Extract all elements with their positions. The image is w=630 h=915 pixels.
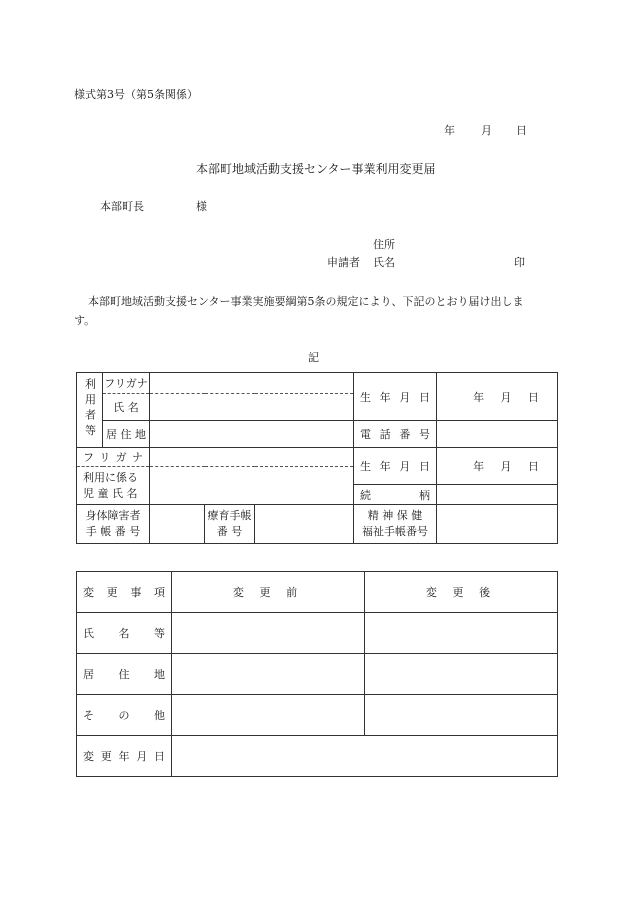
change-table xyxy=(76,571,558,777)
label-char: 日 xyxy=(154,750,165,763)
disability-label-cell xyxy=(77,505,150,544)
ryoiku-field[interactable] xyxy=(255,505,354,544)
residence-field[interactable] xyxy=(150,421,354,448)
applicant-label: 申請者 xyxy=(327,256,360,269)
label-char: フ xyxy=(83,451,94,464)
label-char: 変 xyxy=(83,750,94,763)
label-char: 号 xyxy=(418,428,430,441)
label-char: 更 xyxy=(100,750,112,763)
label-char: ナ xyxy=(131,451,143,464)
change-date-label-cell xyxy=(77,736,172,777)
child-birthdate-label-cell xyxy=(354,448,437,485)
user-name-field[interactable] xyxy=(150,394,354,421)
after-header: 変 更 後 xyxy=(425,586,497,599)
mental-label-1: 精 神 保 健 xyxy=(367,509,423,522)
before-header: 変 更 前 xyxy=(232,586,304,599)
other-before-field[interactable] xyxy=(172,695,365,736)
child-birthdate-day: 日 xyxy=(527,460,539,473)
name-before-field[interactable] xyxy=(172,613,365,654)
label-char: 月 xyxy=(136,750,148,763)
date-month-label: 月 xyxy=(481,124,492,137)
child-furigana-field[interactable] xyxy=(150,448,354,467)
other-after-field[interactable] xyxy=(365,695,558,736)
label-char: 地 xyxy=(154,668,165,681)
birthdate-month: 月 xyxy=(500,390,512,404)
statement-line-2: す。 xyxy=(74,314,96,327)
mental-field[interactable] xyxy=(437,505,558,544)
label-char: 等 xyxy=(154,627,165,640)
label-char: 更 xyxy=(106,586,118,599)
birthdate-year: 年 xyxy=(473,390,485,404)
label-char: 番 xyxy=(399,428,411,441)
residence-label-cell xyxy=(103,421,150,448)
label-char: 年 xyxy=(379,390,391,404)
before-header-cell xyxy=(172,572,365,613)
label-char: 生 xyxy=(360,460,372,473)
ryoiku-label-2: 番 号 xyxy=(216,525,243,538)
disability-field[interactable] xyxy=(150,505,205,544)
user-name-label: 氏 名 xyxy=(113,401,139,414)
label-char: 生 xyxy=(360,390,372,404)
residence-before-field[interactable] xyxy=(172,654,365,695)
furigana-field[interactable] xyxy=(150,373,354,394)
label-char: リ xyxy=(99,451,111,464)
child-furigana-label-cell xyxy=(77,448,150,467)
seal-label: 印 xyxy=(514,256,525,269)
name-label: 氏名 xyxy=(373,256,395,269)
user-info-table xyxy=(76,372,558,544)
ryoiku-label-1: 療育手帳 xyxy=(207,509,252,522)
name-after-field[interactable] xyxy=(365,613,558,654)
document-title: 本部町地域活動支援センター事業利用変更届 xyxy=(196,162,436,176)
birthdate-label-cell xyxy=(354,373,437,421)
label-char: 月 xyxy=(399,390,411,404)
relationship-field[interactable] xyxy=(437,485,558,505)
label-char: 事 xyxy=(130,586,142,599)
row-label-cell xyxy=(77,695,172,736)
child-name-label-1: 利用に係る xyxy=(83,470,138,484)
form-number: 様式第3号（第5条関係） xyxy=(74,88,198,101)
label-char: そ xyxy=(83,709,94,722)
residence-after-field[interactable] xyxy=(365,654,558,695)
label-char: 年 xyxy=(379,460,391,473)
date-year-label: 年 xyxy=(444,124,455,137)
label-char: 年 xyxy=(118,750,130,763)
child-name-field[interactable] xyxy=(150,467,354,505)
label-char: 他 xyxy=(154,709,165,722)
birthdate-day: 日 xyxy=(527,390,539,404)
disability-label-1: 身体障害者 xyxy=(85,509,141,522)
label-char: ガ xyxy=(115,451,127,464)
label-char: 日 xyxy=(418,390,430,404)
label-char: 居 xyxy=(83,668,94,681)
user-group-label: 利用者等 xyxy=(83,377,97,440)
child-name-label-cell xyxy=(77,467,150,505)
date-day-label: 日 xyxy=(516,124,527,137)
child-name-label-2: 児 童 氏 名 xyxy=(83,486,138,500)
label-char: の xyxy=(118,709,130,722)
phone-field[interactable] xyxy=(437,421,558,448)
label-char: 氏 xyxy=(83,627,94,640)
label-char: 名 xyxy=(118,627,130,640)
change-item-header-cell xyxy=(77,572,172,613)
after-header-cell xyxy=(365,572,558,613)
ryoiku-label-cell xyxy=(205,505,255,544)
child-birthdate-month: 月 xyxy=(500,460,512,473)
furigana-label: フリガナ xyxy=(104,377,148,390)
addressee: 本部町長 xyxy=(100,200,144,213)
child-birthdate-year: 年 xyxy=(473,460,485,473)
child-birthdate-field[interactable] xyxy=(437,448,558,485)
label-char: 話 xyxy=(379,428,391,441)
mental-label-2: 福祉手帳番号 xyxy=(362,525,429,538)
ki-label: 記 xyxy=(308,351,319,364)
furigana-label-cell xyxy=(103,373,150,394)
user-group-label-cell xyxy=(77,373,103,448)
statement-line-1: 本部町地域活動支援センター事業実施要綱第5条の規定により、下記のとおり届け出しま xyxy=(88,295,524,308)
mental-label-cell xyxy=(354,505,437,544)
addressee-suffix: 様 xyxy=(196,200,207,213)
label-char: 住 xyxy=(118,668,130,681)
row-label-cell xyxy=(77,613,172,654)
relationship-label-cell xyxy=(354,485,437,505)
label-char: 項 xyxy=(153,586,165,599)
label-char: 日 xyxy=(418,460,430,473)
change-date-field[interactable] xyxy=(172,736,558,777)
row-label-cell xyxy=(77,654,172,695)
label-char: 電 xyxy=(360,428,372,441)
label-char: 続 xyxy=(360,488,372,502)
label-char: 柄 xyxy=(419,488,431,502)
residence-label: 居 住 地 xyxy=(106,428,146,441)
label-char: 変 xyxy=(83,586,94,599)
disability-label-2: 手 帳 番 号 xyxy=(85,525,141,538)
name-label-cell xyxy=(103,394,150,421)
address-label: 住所 xyxy=(373,238,395,251)
label-char: 月 xyxy=(399,460,411,473)
phone-label-cell xyxy=(354,421,437,448)
birthdate-field[interactable] xyxy=(437,373,558,421)
